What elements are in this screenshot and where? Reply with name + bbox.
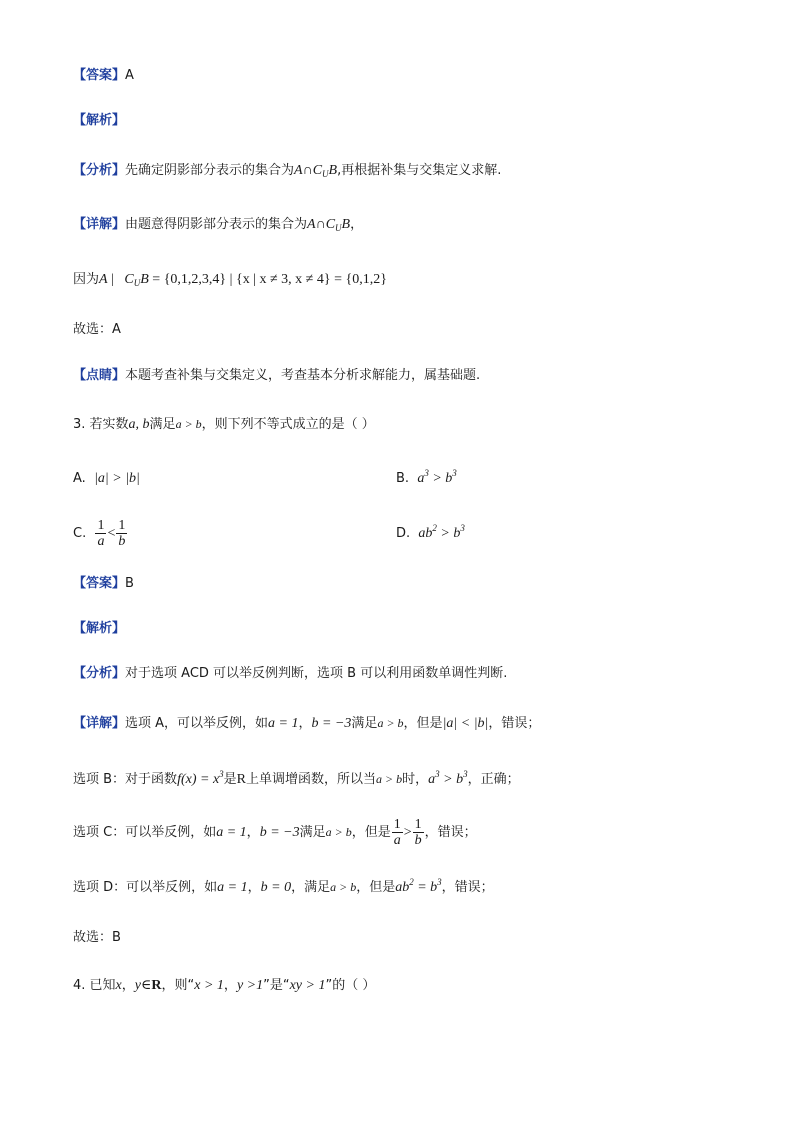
text: 选项 B：对于函数 bbox=[73, 772, 178, 787]
answer-tag: 【答案】 bbox=[73, 68, 126, 83]
option-b[interactable] bbox=[396, 469, 457, 489]
stem-text: ”是“ bbox=[263, 978, 290, 993]
text: 满足 bbox=[299, 825, 326, 840]
option-a[interactable] bbox=[73, 469, 140, 489]
stem-text: ，则“ bbox=[161, 978, 195, 993]
text: 上单调增函数，所以当 bbox=[246, 772, 377, 787]
answer-line-q3 bbox=[73, 574, 134, 594]
answer-value: A bbox=[125, 68, 134, 83]
stem-text: 满足 bbox=[149, 417, 176, 432]
text: 选项 C：可以举反例，如 bbox=[73, 825, 217, 840]
math-set: {0,1,2,3,4} bbox=[163, 272, 227, 287]
choice-line-q3: 故选：B bbox=[73, 930, 121, 945]
math-expr: a = 1 bbox=[216, 825, 247, 840]
answer-tag: 【答案】 bbox=[73, 576, 126, 591]
xiangjie-tag: 【详解】 bbox=[73, 217, 126, 232]
text: ，错误； bbox=[424, 825, 477, 840]
text: ，但是 bbox=[356, 880, 396, 895]
analysis-heading-q3 bbox=[73, 619, 125, 639]
option-label: B. bbox=[396, 471, 410, 486]
math-expr: a > b bbox=[330, 880, 357, 894]
stem-text: 4. 已知 bbox=[73, 978, 116, 993]
text: ，错误； bbox=[488, 716, 541, 731]
stem-cond: a > b bbox=[175, 417, 202, 431]
math-expr: b = 0 bbox=[260, 880, 292, 895]
text: 选项 A，可以举反例，如 bbox=[125, 716, 269, 731]
fraction: $\frac{1}{a}$ bbox=[393, 817, 401, 848]
math-expr: $A\cap C_UB$ bbox=[307, 217, 351, 233]
math-expr: $f(x) = x^3$ bbox=[177, 769, 224, 787]
fenxi-text: 对于选项 ACD 可以举反例判断，选项 B 可以利用函数单调性判断. bbox=[125, 666, 508, 681]
xiangjie-line-a: 【详解】选项 A，可以举反例，如a = 1，b = −3满足a > b，但是|a| < |b|，错误； bbox=[73, 716, 541, 731]
option-expr: $a^3 > b^3$ bbox=[417, 468, 457, 486]
text: 时， bbox=[402, 772, 429, 787]
math-expr: $A\cap C_UB$ bbox=[294, 163, 338, 179]
stem-vars: a, b bbox=[128, 417, 150, 432]
choice-line-q2: 故选：A bbox=[73, 322, 121, 337]
option-label: C. bbox=[73, 526, 87, 541]
xiangjie-line-b bbox=[73, 769, 520, 790]
analysis-tag: 【解析】 bbox=[73, 621, 126, 636]
math-expr: b = −3 bbox=[259, 825, 300, 840]
xiangjie-line-q2 bbox=[73, 215, 363, 235]
fenxi-line-q2 bbox=[73, 161, 501, 181]
because-line-q2 bbox=[73, 270, 387, 290]
question-4-stem: 4. 已知x，y∈R，则“x > 1，y >1”是“xy > 1”的（ ） bbox=[73, 978, 376, 993]
math-expr: $a^3 > b^3$ bbox=[428, 769, 468, 787]
fraction: $\frac{1}{b}$ bbox=[414, 817, 422, 848]
xiangjie-tag: 【详解】 bbox=[73, 716, 126, 731]
stem-text: ，则下列不等式成立的是（ ） bbox=[201, 417, 375, 432]
text: ，正确； bbox=[467, 772, 520, 787]
math-expr: x > 1 bbox=[194, 978, 224, 993]
math-expr: ∈R bbox=[141, 978, 162, 993]
option-expr: $ab^2 > b^3$ bbox=[418, 523, 465, 541]
text: 是 bbox=[223, 772, 237, 787]
option-label: A. bbox=[73, 471, 86, 486]
math-expr: $C_UB$ bbox=[124, 272, 149, 288]
math-expr: | bbox=[107, 272, 125, 287]
xiangjie-line-d: 选项 D：可以举反例，如a = 1，b = 0，满足a > b，但是$ab^2 = b^3$，错误； bbox=[73, 877, 494, 895]
answer-value: B bbox=[125, 576, 134, 591]
question-3-stem bbox=[73, 414, 375, 435]
dianjing-line-q2 bbox=[73, 366, 480, 386]
math-expr: | bbox=[226, 272, 236, 287]
xiangjie-text: 由题意得阴影部分表示的集合为 bbox=[125, 217, 308, 232]
math-expr: a > b bbox=[377, 716, 404, 730]
fenxi-text: 先确定阴影部分表示的集合为 bbox=[125, 163, 295, 178]
math-set2: {x | x ≠ 3, x ≠ 4} = {0,1,2} bbox=[235, 272, 387, 287]
math-expr: xy > 1 bbox=[289, 978, 326, 993]
fenxi-tag: 【分析】 bbox=[73, 666, 126, 681]
xiangjie-line-c: 选项 C：可以举反例，如a = 1，b = −3满足a > b，但是 $\frac{1}{a}$ > $\frac{1}{b}$ ，错误； bbox=[73, 817, 477, 848]
because-text: 因为 bbox=[73, 272, 100, 287]
stem-text: 3. 若实数 bbox=[73, 417, 129, 432]
text: ，但是 bbox=[351, 825, 391, 840]
math-expr: y >1 bbox=[236, 978, 264, 993]
dianjing-text: 本题考查补集与交集定义，考查基本分析求解能力，属基础题. bbox=[125, 368, 481, 383]
stem-text: ”的（ ） bbox=[325, 978, 376, 993]
analysis-tag: 【解析】 bbox=[73, 113, 126, 128]
math-expr: x bbox=[115, 978, 122, 993]
text: ，但是 bbox=[403, 716, 443, 731]
math-expr: |a| < |b| bbox=[442, 716, 489, 731]
text: ，满足 bbox=[291, 880, 331, 895]
math-expr: = bbox=[148, 272, 164, 287]
math-expr: y bbox=[134, 978, 141, 993]
option-expr: |a| > |b| bbox=[94, 471, 140, 486]
math-expr: a > b bbox=[325, 825, 352, 839]
analysis-heading-q2 bbox=[73, 111, 125, 131]
math-expr: a > b bbox=[376, 772, 403, 786]
dianjing-tag: 【点睛】 bbox=[73, 368, 126, 383]
math-expr: a = 1 bbox=[217, 880, 248, 895]
option-label: D. bbox=[396, 526, 411, 541]
fenxi-line-q3 bbox=[73, 664, 507, 684]
answer-line-q2 bbox=[73, 66, 134, 86]
math-expr: A bbox=[99, 272, 108, 287]
math-set-r: R bbox=[236, 772, 247, 787]
text: 选项 D：可以举反例，如 bbox=[73, 880, 218, 895]
option-c[interactable] bbox=[73, 518, 128, 549]
fenxi-tag: 【分析】 bbox=[73, 163, 126, 178]
math-expr: < bbox=[107, 526, 116, 541]
fenxi-text-end: ,再根据补集与交集定义求解. bbox=[337, 163, 502, 178]
math-expr: a = 1 bbox=[268, 716, 299, 731]
fraction: $\frac{1}{b}$ bbox=[118, 518, 126, 549]
text: ，错误； bbox=[441, 880, 494, 895]
punct: ， bbox=[350, 217, 364, 232]
math-expr: b = −3 bbox=[311, 716, 352, 731]
math-expr: $ab^2 = b^3$ bbox=[395, 877, 442, 895]
option-d[interactable] bbox=[396, 524, 465, 544]
fraction: $\frac{1}{a}$ bbox=[97, 518, 105, 549]
text: 满足 bbox=[351, 716, 378, 731]
